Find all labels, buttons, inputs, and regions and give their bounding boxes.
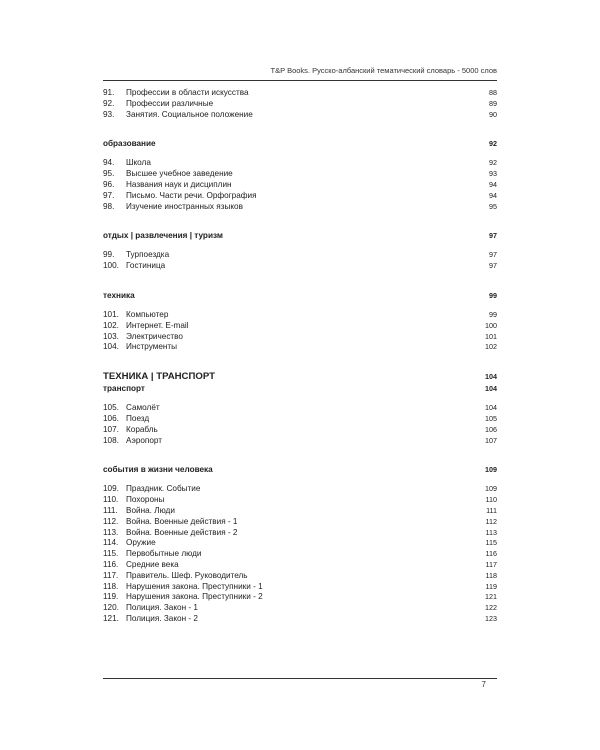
toc-entry-page: 89 [489,98,497,108]
toc-entry-title: Аэропорт [126,435,163,445]
toc-entry-page: 122 [485,603,497,613]
toc-entry-number: 116. [103,559,119,569]
toc-entry-number: 106. [103,413,119,423]
toc-entry-page: 115 [485,538,497,548]
toc-entry-page: 88 [489,88,497,97]
toc-entry-title: Праздник. Событие [126,484,201,494]
toc-entry-title: Гостиница [126,261,166,271]
section-heading[interactable] [103,230,497,241]
toc-entry-number: 93. [103,109,115,119]
toc-entry-title: Названия наук и дисциплин [126,179,232,189]
running-header: T&P Books. Русско-албанский тематический словарь - 5000 слов [270,66,497,75]
toc-entry-page: 105 [485,413,497,423]
page-number: 7 [481,680,486,689]
header-rule [103,80,497,81]
toc-entry-title: Корабль [126,424,158,434]
toc-entry-page: 123 [485,613,497,623]
toc-entry-title: Полиция. Закон - 1 [126,603,198,613]
toc-entry-page: 90 [489,109,497,119]
toc-entry[interactable] [103,88,497,99]
toc-entry-page: 93 [489,169,497,179]
heading-spacer [103,475,497,484]
toc-entry-number: 98. [103,201,115,211]
toc-entry-page: 113 [485,527,497,537]
toc-entry[interactable] [103,484,497,495]
toc-entry-number: 111. [103,505,118,515]
toc-entry-number: 113. [103,527,119,537]
toc-entry-page: 106 [485,424,497,434]
toc-entry-page: 97 [489,250,497,260]
toc-entry-page: 95 [489,201,497,211]
toc-entry[interactable] [103,110,497,121]
toc-entry[interactable] [103,403,497,414]
toc-entry[interactable] [103,582,497,593]
heading-spacer [103,301,497,310]
section-heading-label: образование [103,139,156,149]
toc-entry-page: 92 [489,158,497,168]
toc-section [103,138,497,212]
toc-entry-title: Первобытные люди [126,549,202,559]
toc-entry[interactable] [103,517,497,528]
toc-entry[interactable] [103,495,497,506]
toc-entry-page: 102 [485,342,497,352]
toc-entry-title: Интернет. E-mail [126,320,189,330]
toc-entry[interactable] [103,414,497,425]
section-heading-page: 99 [489,290,497,300]
toc-entry-page: 99 [489,309,497,319]
toc-entry-number: 105. [103,403,119,413]
toc-entry-number: 107. [103,424,119,434]
section-heading-label: транспорт [103,384,145,394]
toc-entry-page: 101 [485,331,497,341]
toc-entry-title: Изучение иностранных языков [126,201,243,211]
toc-entry-title: Турпоездка [126,250,170,260]
toc-entry[interactable] [103,342,497,353]
toc-entry-page: 116 [485,549,497,559]
toc-entry-title: Письмо. Части речи. Орфография [126,190,257,200]
toc-entry-page: 119 [485,581,497,591]
toc-entry-number: 118. [103,581,119,591]
toc-entry-number: 94. [103,158,115,168]
toc-entry-title: Электричество [126,331,183,341]
toc-entry[interactable] [103,538,497,549]
part-heading[interactable] [103,371,497,383]
toc-entry-page: 112 [485,516,497,526]
toc-section [103,464,497,624]
toc-entry[interactable] [103,614,497,625]
toc-entry-title: Компьютер [126,309,169,319]
toc-entry-number: 117. [103,570,119,580]
heading-spacer [103,149,497,158]
toc-entry-title: Занятия. Социальное положение [126,109,253,119]
part-heading-label: ТЕХНИКА | ТРАНСПОРТ [103,371,215,383]
toc-section [103,230,497,272]
toc-entry[interactable] [103,191,497,202]
toc-entry[interactable] [103,250,497,261]
toc-entry[interactable] [103,603,497,614]
toc-entry[interactable] [103,332,497,343]
toc-entry-title: Правитель. Шеф. Руководитель [126,570,248,580]
toc-entry-page: 94 [489,190,497,200]
toc-entry-title: Война. Военные действия - 1 [126,516,238,526]
toc-entry-number: 91. [103,88,115,97]
toc-entry[interactable] [103,169,497,180]
toc-entry[interactable] [103,560,497,571]
toc-entry[interactable] [103,528,497,539]
toc-entry[interactable] [103,202,497,213]
toc-entry-page: 109 [485,484,497,494]
section-heading[interactable] [103,138,497,149]
section-heading-page: 104 [485,384,497,394]
section-heading-label: отдых | развлечения | туризм [103,231,223,241]
toc-entry-number: 102. [103,320,119,330]
toc-entry-page: 97 [489,261,497,271]
heading-spacer [103,394,497,403]
toc-entry-page: 100 [485,320,497,330]
toc-entry-title: Похороны [126,495,165,505]
toc-entry-number: 100. [103,261,119,271]
toc-entry-number: 108. [103,435,119,445]
toc-section [103,290,497,353]
toc-entry-title: Инструменты [126,342,178,352]
toc-entry-number: 109. [103,484,119,494]
toc-entry-number: 120. [103,603,119,613]
toc-entry-title: Поезд [126,413,150,423]
toc-entry-page: 110 [485,495,497,505]
toc-entry-title: Война. Военные действия - 2 [126,527,238,537]
toc-entry-page: 94 [489,179,497,189]
toc-entry-title: Война. Люди [126,505,175,515]
table-of-contents [103,88,497,643]
toc-entry-number: 115. [103,549,119,559]
toc-entry-title: Школа [126,158,151,168]
toc-entry-title: Высшее учебное заведение [126,169,233,179]
toc-section [103,371,497,446]
section-heading[interactable] [103,383,497,394]
toc-entry-title: Средние века [126,559,179,569]
toc-entry-number: 96. [103,179,115,189]
section-heading-page: 109 [485,465,497,475]
toc-entry-title: Нарушения закона. Преступники - 2 [126,592,263,602]
toc-entry-number: 119. [103,592,119,602]
toc-entry-page: 121 [485,592,497,602]
toc-entry-title: Самолёт [126,403,160,413]
part-heading-page: 104 [485,372,497,382]
section-heading-label: техника [103,290,135,300]
toc-entry[interactable] [103,592,497,603]
toc-entry-number: 99. [103,250,115,260]
toc-entry[interactable] [103,180,497,191]
section-heading[interactable] [103,464,497,475]
toc-entry-number: 112. [103,516,119,526]
toc-entry[interactable] [103,310,497,321]
toc-entry-page: 117 [485,559,497,569]
toc-section [103,88,497,120]
toc-entry-title: Полиция. Закон - 2 [126,613,198,623]
toc-entry-page: 107 [485,435,497,445]
section-heading[interactable] [103,290,497,301]
toc-entry-number: 104. [103,342,119,352]
toc-entry-number: 101. [103,309,119,319]
toc-entry[interactable] [103,571,497,582]
toc-entry-title: Профессии различные [126,98,214,108]
toc-entry-title: Профессии в области искусства [126,88,249,97]
toc-entry-title: Нарушения закона. Преступники - 1 [126,581,263,591]
toc-entry[interactable] [103,506,497,517]
toc-entry-number: 121. [103,613,119,623]
section-heading-label: события в жизни человека [103,465,213,475]
toc-entry-number: 110. [103,495,119,505]
toc-entry[interactable] [103,261,497,272]
toc-entry-page: 111 [486,505,497,515]
toc-entry[interactable] [103,158,497,169]
toc-entry-number: 114. [103,538,119,548]
toc-entry[interactable] [103,549,497,560]
section-heading-page: 97 [489,231,497,241]
toc-entry-page: 104 [485,403,497,413]
toc-entry-number: 97. [103,190,115,200]
footer-rule [103,678,497,679]
toc-entry-number: 103. [103,331,119,341]
toc-entry[interactable] [103,436,497,447]
toc-entry-page: 118 [485,570,497,580]
heading-spacer [103,241,497,250]
toc-entry-title: Оружие [126,538,156,548]
toc-entry[interactable] [103,425,497,436]
toc-entry-number: 95. [103,169,115,179]
toc-entry[interactable] [103,99,497,110]
toc-entry[interactable] [103,321,497,332]
toc-entry-number: 92. [103,98,115,108]
section-heading-page: 92 [489,139,497,149]
